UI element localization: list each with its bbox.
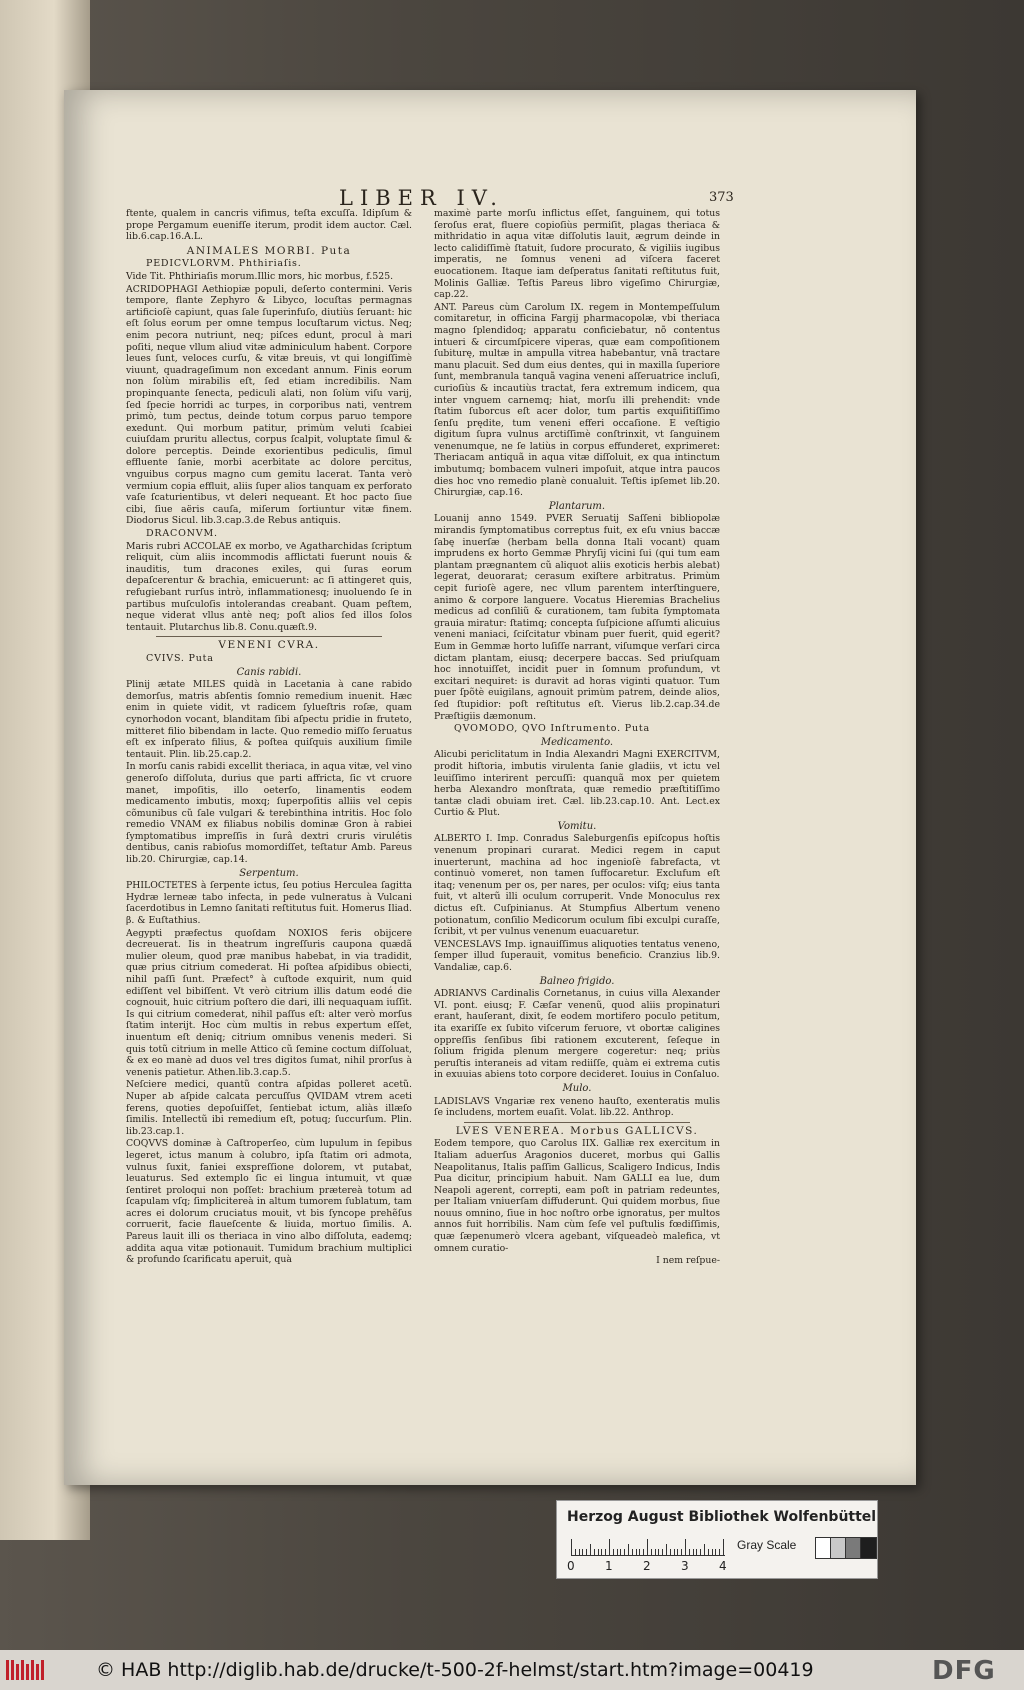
running-head-title: LIBER IV.	[339, 186, 504, 210]
ruler-tick	[601, 1549, 602, 1555]
section-heading: VENENI CVRA.	[218, 639, 320, 652]
ruler-tick	[586, 1549, 587, 1555]
paragraph: ACRIDOPHAGI Aethiopiæ populi, deſerto contermini. Veris tempore, flante Zephyro & Libyco, locuſtas permagnas artificioſè capiunt, quas ſale ſuperinfuſo, diutiùs ſeruant: hic eſt ſolus eorum per omne tempus locuſtarum victus. Neq; enim pecora nutriunt, neq; piſces edunt, procul à mari poſiti, neque vllum aliud vitæ adminiculum habent. Corpore leues ſunt, veloces curſu, & vitæ breuis, vt qui longiſſimè viuunt, quadrageſimum non excedant annum. Finis eorum non ſolùm mirabilis eſt, ſed etiam incredibilis. Nam propinquante ſenecta, pediculi alati, non ſolùm viſu varij, ſed ſpecie horridi ac turpes, in corporibus nati, ventrem primò, tum pectus, deinde totum corpus paruo tempore exedunt. Qui morbum patitur, primùm veluti ſcabiei cuiuſdam pruritu allectus, corpus ſcalpit, voluptate ſimul & dolore perceptis. Deinde exorientibus pediculis, ſimul effluente ſanie, morbi acerbitate ac dolore percitus, vnguibus corpus magno cum gemitu lacerat. Tanta verò vermium copia effluit, aliis ſuper alios tanquam ex perforato vaſe ſcaturientibus, vt deleri nequeant. Et hoc pacto ſiue cibi, ſiue aëris cauſa, miſerum ſortiuntur vitæ finem. Diodorus Sicul. lib.3.cap.3.de Rebus antiquis.	[126, 283, 412, 527]
italic-heading: Canis rabidi.	[236, 666, 302, 678]
gray-swatch	[860, 1537, 877, 1559]
ruler-tick	[689, 1549, 690, 1555]
ruler-tick	[700, 1549, 701, 1555]
ruler-tick	[723, 1539, 724, 1555]
ruler-tick	[647, 1539, 648, 1555]
ruler-tick	[712, 1549, 713, 1555]
cm-ruler	[571, 1537, 725, 1556]
paragraph: Aegypti præfectus quoſdam NOXIOS feris obijcere decreuerat. Iis in theatrum ingreſſuris caupona quædã mulier oleum, quod præ manibus habebat, in via tradidit, quæ prius citrium comederat. Hi poſtea aſpidibus obiecti, nihil paſſi ſunt. Præfect° à cuſtode exquirit, num quid ediſſent vel bibiſſent. Vt verò citrium illis datum eodé die cognouit, huic citrium poſtero die dari, illi nequaquam iuſſit. Is qui citrium comederat, nihil paſſus eſt: alter verò morſus ſtatim interijt. Hoc cùm multis in rebus expertum eſſet, inuentum eſt deniq; citrium omnibus venenis mederi. Si quis totũ citrium in melle Attico cũ ſemine coctum diſſoluat, & ex eo manè ad duos vel tres digitos ſumat, nihil prorſus à venenis patietur. Athen.lib.3.cap.5.	[126, 927, 412, 1078]
ruler-tick	[594, 1549, 595, 1555]
paragraph: Vide Tit. Phthiriaſis morum.Illic mors, hic morbus, f.525.	[126, 270, 394, 282]
ruler-tick	[715, 1549, 716, 1555]
sub-heading: CVIVS. Puta	[146, 652, 214, 664]
citation-link[interactable]: © HAB http://diglib.hab.de/drucke/t-500-2f-helmst/start.htm?image=00419	[96, 1659, 814, 1681]
library-name: Herzog August Bibliothek Wolfenbüttel	[567, 1509, 877, 1525]
paragraph: Alicubi periclitatum in India Alexandri Magni EXERCITVM, prodit hiſtoria, imbutis virulenta ſanie gladiis, vt ictu vel leuiſſimo interirent percuſſi: quanquã mox per quietem herba Alexandro monſtrata, quæ remedio præſtitiſſimo tantæ cladi obuiam iret. Cæl. lib.23.cap.10. Ant. Lect.ex Curtio & Plut.	[434, 749, 720, 819]
sub-heading: DRACONVM.	[146, 528, 218, 540]
ruler-tick	[655, 1549, 656, 1555]
paragraph: PHILOCTETES à ſerpente ictus, ſeu potius Herculea ſagitta Hydræ lerneæ tabo infecta, in pede vulneratus à Vulcani ſacerdotibus in Lemno ſanitati reſtitutus fuit. Homerus Iliad. β. & Euſtathius.	[126, 880, 412, 927]
italic-heading: Serpentum.	[239, 867, 299, 879]
paragraph: Plinij ætate MILES quidà in Lacetania à cane rabido demorſus, matris abſentis ſomnio remedium inuenit. Hæc enim in quiete vidit, vt radicem ſylueſtris roſæ, quam cynorhodon vocant, blanditam ſibi aſpectu pridie in frutetο, mitteret filio bibendam in lacte. Quo remedio miſſo ſeruatus eſt ex inſperato filius, & poſtea quiſquis auxilium ſimile tentauit. Plin. lib.25.cap.2.	[126, 679, 412, 760]
ruler-number: 2	[643, 1559, 651, 1573]
ruler-tick	[677, 1549, 678, 1555]
ruler-tick	[685, 1539, 686, 1555]
paragraph: COQVVS dominæ à Caſtroperſeo, cùm lupulum in ſepibus legeret, ictus manum à colubro, ipſa ſtatim ori admota, vulnus ſuxit, faniei exspreſſione dolorem, vt putabat, leuaturus. Sed extemplo ſic ei lingua intumuit, vt quæ ſentiret proloqui non poſſet: brachium prætereà totum ad ſcapulam vſq; ſimplicitereà in altum tumorem ſublatum, tam acres ei dolorum cruciatus mouit, vt bis ſyncope prehẽſus corruerit, facie flaueſcente & liuida, mortuo ſimilis. A. Pareus lauit illi os theriaca in vino albo diſſoluta, eademq; addita aqua vitæ potionauit. Tumidum brachium multiplici & profundo ſcarificatu aperuit, quà	[126, 1138, 412, 1266]
hab-logo-icon	[6, 1658, 46, 1682]
ruler-tick	[628, 1544, 629, 1555]
ruler-tick	[666, 1544, 667, 1555]
right-text-column	[434, 208, 720, 1268]
catchword: I nem reſpue-	[656, 1255, 720, 1267]
paragraph: In morſu canis rabidi excellit theriaca, in aqua vitæ, vel vino generoſo diſſoluta, durius que parti affricta, ſic vt cruore manet, impoſitis, illo oeterſo, linamentis eodem medicamento imbutis, moxq; ſuperpoſitis alliis vel cepis cõmunibus cũ ſale vulgari & terebinthina intritis. Hoc ſolo remedio VNAM ex filiabus nobilis dominæ Gron à rabiei ſymptomatibus impreſſis in ſurâ dextri cruris virulétis dentibus, canis rabioſus momordiſſet, teſtatur Amb. Pareus lib.20. Chirurgiæ, cap.14.	[126, 761, 412, 866]
ruler-tick	[708, 1549, 709, 1555]
ruler-tick	[579, 1549, 580, 1555]
paragraph: ftente, qualem in cancris vifimus, teſta excuſſa. Idipſum & prope Pergamum euenifſe iterum, prodit idem auctor. Cæl. lib.6.cap.16.A.L.	[126, 208, 412, 243]
ruler-tick	[639, 1549, 640, 1555]
ruler-tick	[590, 1544, 591, 1555]
paragraph: LADISLAVS Vngariæ rex veneno hauſto, exenteratis mulis ſe includens, mortem euaſit. Volat. lib.22. Anthrop.	[434, 1095, 720, 1119]
section-heading: LVES VENEREA. Morbus GALLICVS.	[455, 1124, 699, 1137]
ruler-tick	[571, 1539, 572, 1555]
footer-bar	[0, 1650, 1024, 1690]
ruler-number: 0	[567, 1559, 575, 1573]
ruler-tick	[704, 1544, 705, 1555]
italic-heading: Mulo.	[562, 1082, 592, 1094]
ruler-tick	[670, 1549, 671, 1555]
ruler-tick	[681, 1549, 682, 1555]
ruler-tick	[575, 1549, 576, 1555]
paragraph: ALBERTO I. Imp. Conradus Saleburgenſis epiſcopus hoſtis venenum propinari curarat. Medici regem in caput inuerterunt, machina ad hoc ingenioſè fabrefacta, vt continuò vomeret, non tamen ſuffocaretur. Exclufum eſt itaq; venenum per os, per nares, per oculos: viſq; eius tanta fuit, vt alterũ illi oculum corruperit. Vnde Monoculus rex dictus eſt. Cuſpinianus. At Stumpfius Albertum veneno potionatum, conſilio Medicorum oculum ſibi exculpi curaſſe, ſcribit, vt per vulnus venenum euacuaretur.	[434, 833, 720, 938]
section-rule	[156, 636, 382, 637]
ruler-tick	[617, 1549, 618, 1555]
italic-heading: Vomitu.	[557, 820, 597, 832]
folio-number: 373	[709, 190, 734, 205]
italic-heading: Balneo frigido.	[539, 975, 615, 987]
paragraph: ANT. Pareus cùm Carolum IX. regem in Montempeſſulum comitaretur, in officina Fargij pharmacopolæ, vbi theriaca magno ſplendidoq; apparatu conficiebatur, nõ contentus intueri & circumſpicere viperas, quæ eam compoſitionem ſubiturę, multæ in ampulla vitrea habebantur, vnã tractare manu placuit. Sed dum eius dentes, qui in maxilla ſuperiore ſunt, membranula tanquã vagina veneni aſſeruatrice incluſi, curioſiùs & incautiùs tractat, fera extremum indicem, qua inter vnguem carnemq; hiat, morſu illi prehendit: vnde ſtatim ſuborcus eſt acer dolor, tum partis exquiſitiſſimo ſenſu prędite, tum veneni efferi occaſione. E veſtigio digitum ſupra vulnus arctiſſimè conſtrinxit, vt ſanguinem venenumque, ne ſe latiùs in corpus effunderet, exprimeret: Theriacam antiquã in aqua vitæ diſſoluit, ex qua intinctum imbutumq; bombacem vulneri impoſuit, atque intra paucos dies hoc vno remedio planè conualuit. Teſtis ipſemet lib.20. Chirurgiæ, cap.16.	[434, 301, 720, 499]
paragraph: Neſciere medici, quantũ contra aſpidas polleret acetũ. Nuper ab aſpide calcata percuſſus QVIDAM vtrem aceti ferens, quoties depoſuiſſet, ſentiebat ictum, aliàs illæſo ſimilis. Intellectũ ibi remedium eſt, potuq; ſuccurſum. Plin. lib.23.cap.1.	[126, 1079, 412, 1137]
paragraph: Maris rubri ACCOLAE ex morbo, ve Agatharchidas ſcriptum reliquit, cùm aliis incommodis afflictati fuerunt nouis & inauditis, tum dracones exiles, qui ſuras eorum depaſcerentur & brachia, emicuerunt: ac ſi attingeret quis, refugiebant rurſus intrò, inflammationesq; inuoluendo ſe in partibus muſculoſis intolerandas creabant. Quam peſtem, neque viderat vllus antè neq; poſt alios ſed illos ſolos tentauit. Plutarchus lib.8. Conu.quæſt.9.	[126, 540, 412, 633]
paragraph: ADRIANVS Cardinalis Cornetanus, in cuius villa Alexander VI. pont. eiusq; F. Cæſar venenũ, quod aliis propinaturi erant, hauſerant, dixit, ſe eodem mortifero poculo petitum, ita exariſſe ex ſubito viſcerum feruore, vt obortæ caligines oppreſſis ſenſibus ſibi rationem excuterent, ſeſeque in ſolium frigida plenum mergere cogeretur: neq; priùs peruſtis interaneis ad vitam rediiſſe, quàm ei extrema cutis in exuuias abiens toto corpore decideret. Iouius in Conſaluo.	[434, 988, 720, 1081]
ruler-tick	[636, 1549, 637, 1555]
ruler-tick	[582, 1549, 583, 1555]
left-text-column	[126, 208, 412, 1267]
ruler-tick	[651, 1549, 652, 1555]
section-heading: ANIMALES MORBI. Puta	[186, 244, 352, 257]
ruler-tick	[605, 1549, 606, 1555]
ruler-tick	[674, 1549, 675, 1555]
paragraph: Louanij anno 1549. PVER Seruatij Saſſeni bibliopolæ mirandis ſymptomatibus correptus fuit, ex eſu vnius baccæ ſabę inuerſæ (herbam bella donna Itali vocant) quam imprudens ex horto Gemmæ Phryſij vicini ſui (qui tum eam plantam prægnantem cũ aliquot aliis exoticis herbis alebat) legerat, deuorarat; cerasum exiſtere arbitratus. Primùm cepit furioſè agere, nec vllum parentem interſtinguere, animo & corpore languere. Vocatus Hieremias Brachelius medicus ad conſiliũ & curationem, tam ſubita ſymptomata grauia miratur: ſtatimq; concepta ſuſpicione aſſumti alicuius veneni maniaci, ſciſcitatur vbinam puer fuerit, quid egerit? Eum in Gemmæ horto luſiſſe narrant, viſumque verſari circa dictam plantam, eiusq; decerpere baccas. Sed priuſquam hoc innotuiſſet, incidit puer in ſomnum profundum, vt excitari nequiret: is duravit ad horas viginti quatuor. Tum puer ſpõtè euigilans, agnouit primùm patrem, deinde alios, ſed ſtupidior: poſt reſtitutus eſt. Vierus lib.2.cap.34.de Præſtigiis dæmonum.	[434, 513, 720, 722]
italic-heading: Plantarum.	[548, 500, 606, 512]
dfg-logo: DFG	[932, 1656, 996, 1686]
ruler-tick	[613, 1549, 614, 1555]
paragraph: Eodem tempore, quo Carolus IIX. Galliæ rex exercitum in Italiam aduerſus Aragonios duceret, morbus qui Gallis Neapolitanus, Italis paſſim Gallicus, Scaligero Indicus, Indis Pua dicitur, principium habuit. Nam GALLI ea lue, dum Neapoli agerent, correpti, eam poſt in patriam redeuntes, per Italiam vniuerſam diffuderunt. Qui quidem morbus, ſiue nouus omnino, ſiue in hoc noſtro orbe ignoratus, per multos annos fuit horribilis. Nam cùm ſeſe vel puſtulis fœdiſſimis, quæ ſæpenumerò vlcera agebant, viſqueadeò malefica, vt omnem curatio-	[434, 1138, 720, 1254]
section-rule	[464, 1122, 690, 1123]
paragraph: VENCESLAVS Imp. ignauiſſimus aliquoties tentatus veneno, ſemper illud ſuperauit, vomitus beneficio. Cranzius lib.9. Vandaliæ, cap.6.	[434, 938, 720, 973]
ruler-tick	[632, 1549, 633, 1555]
ruler-number: 3	[681, 1559, 689, 1573]
sub-heading: QVOMODO, QVO Inſtrumento. Puta	[454, 723, 650, 735]
ruler-number: 4	[719, 1559, 727, 1573]
paragraph: maximè parte morſu inflictus eſſet, ſanguinem, qui totus ſeroſus erat, fluere copioſiùs permiſit, plagas theriaca & mithridatio in aqua vitæ diſſolutis lauit, ægrum deinde in lecto calidiſſimè ſtatuit, ſudore procurato, & vigiliis iugibus imperatis, ne ſomnus veneni ad viſcera faceret euocationem. Itaque iam deſperatus ſanitati reſtitutus fuit, Molinis Galliæ. Teſtis Pareus libro vigeſimo Chirurgiæ, cap.22.	[434, 208, 720, 301]
gray-scale-label: Gray Scale	[737, 1538, 797, 1552]
ruler-tick	[696, 1549, 697, 1555]
ruler-number: 1	[605, 1559, 613, 1573]
italic-heading: Medicamento.	[540, 736, 614, 748]
book-page	[64, 90, 916, 1485]
ruler-tick	[620, 1549, 621, 1555]
ruler-tick	[624, 1549, 625, 1555]
ruler-tick	[693, 1549, 694, 1555]
ruler-tick	[643, 1549, 644, 1555]
sub-heading: PEDICVLORVM. Phthiriaſis.	[146, 258, 302, 270]
ruler-tick	[598, 1549, 599, 1555]
ruler-tick	[662, 1549, 663, 1555]
ruler-tick	[719, 1549, 720, 1555]
ruler-tick	[658, 1549, 659, 1555]
ruler-tick	[609, 1539, 610, 1555]
color-calibration-bar	[556, 1500, 878, 1579]
